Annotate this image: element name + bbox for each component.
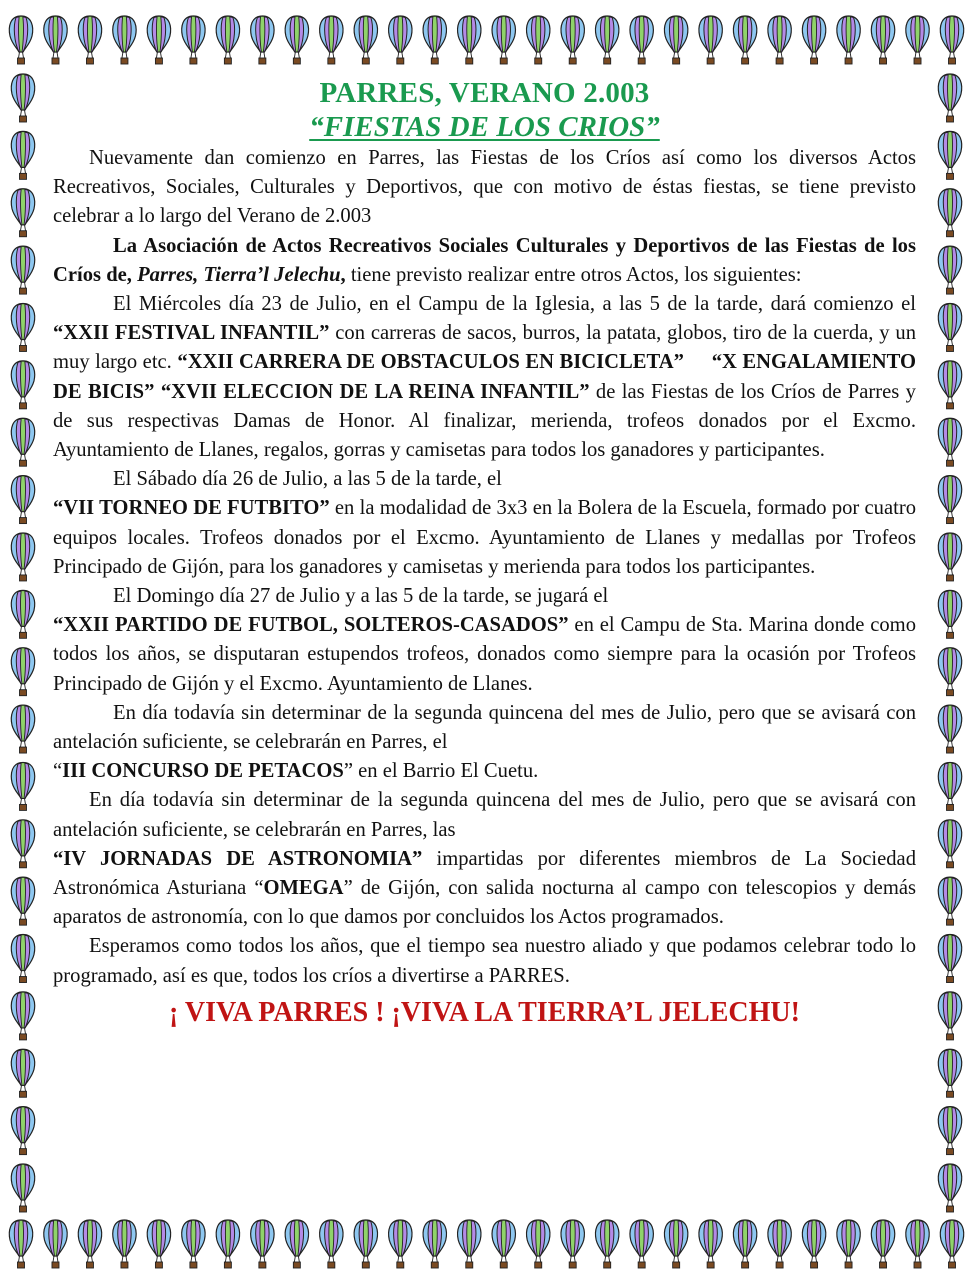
event-jornadas-astronomia: “IV JORNADAS DE ASTRONOMIA” [53, 847, 423, 870]
hot-air-balloon-icon [423, 16, 446, 64]
hot-air-balloon-icon [354, 1220, 377, 1268]
hot-air-balloon-icon [78, 1220, 101, 1268]
paragraph-association: La Asociación de Actos Recreativos Sociales Culturales y Deportivos de las Fiestas de los Críos de, Parres, Tierra’l Jelechu, tiene previsto realizar entre otros Actos, los siguientes: [53, 234, 916, 286]
hot-air-balloon-icon [906, 1220, 929, 1268]
hot-air-balloon-icon [938, 877, 961, 925]
event-concurso-petacos: III CONCURSO DE PETACOS [62, 760, 344, 783]
paragraph-saturday: El Sábado día 26 de Julio, a las 5 de la tarde, el [113, 468, 502, 491]
hot-air-balloon-icon [938, 648, 961, 696]
hot-air-balloon-icon [733, 1220, 756, 1268]
hot-air-balloon-icon [11, 131, 34, 179]
paragraph-petacos: “III CONCURSO DE PETACOS” en el Barrio El Cuetu. [53, 760, 539, 783]
hot-air-balloon-icon [938, 533, 961, 581]
hot-air-balloon-icon [216, 1220, 239, 1268]
hot-air-balloon-icon [492, 1220, 515, 1268]
paragraph-astronomia: “IV JORNADAS DE ASTRONOMIA” impartidas por diferentes miembros de La Sociedad Astronómica Asturiana “OMEGA” de Gijón, con salida nocturna al campo con telescopios y demás aparatos de astronomía, con lo que damos por concluidos los Actos programados. [53, 847, 916, 929]
hot-air-balloon-icon [938, 1164, 961, 1212]
hot-air-balloon-icon [11, 74, 34, 122]
hot-air-balloon-icon [938, 1107, 961, 1155]
hot-air-balloon-icon [938, 361, 961, 409]
paragraph-astronomia-intro: En día todavía sin determinar de la segunda quincena del mes de Julio, pero que se avisará con antelación suficiente, se celebrarán en Parres, las [53, 789, 916, 841]
hot-air-balloon-icon [699, 16, 722, 64]
hot-air-balloon-icon [938, 762, 961, 810]
hot-air-balloon-icon [11, 1107, 34, 1155]
hot-air-balloon-icon [906, 16, 929, 64]
hot-air-balloon-icon [147, 16, 170, 64]
paragraph-intro: Nuevamente dan comienzo en Parres, las Fiestas de los Críos así como los diversos Actos Recreativos, Sociales, Culturales y Deportivos, que con motivo de éstas fiestas, se tiene previsto celebrar a lo largo del Verano de 2.003 [53, 147, 916, 228]
hot-air-balloon-icon [938, 418, 961, 466]
hot-air-balloon-icon [9, 1220, 32, 1268]
hot-air-balloon-icon [11, 590, 34, 638]
place-name: Parres, Tierra’l Jelechu [137, 263, 341, 286]
event-engalamiento-bicis: “X ENGALAMIENTO DE BICIS” [53, 351, 916, 403]
hot-air-balloon-icon [768, 1220, 791, 1268]
hot-air-balloon-icon [458, 16, 481, 64]
hot-air-balloon-icon [320, 16, 343, 64]
hot-air-balloon-icon [561, 1220, 584, 1268]
paragraph-sunday: El Domingo día 27 de Julio y a las 5 de la tarde, se jugará el [113, 585, 609, 608]
hot-air-balloon-icon [630, 16, 653, 64]
document-subtitle: “FIESTAS DE LOS CRIOS” [309, 111, 660, 143]
hot-air-balloon-icon [251, 16, 274, 64]
hot-air-balloon-icon [733, 16, 756, 64]
hot-air-balloon-icon [251, 1220, 274, 1268]
hot-air-balloon-icon [354, 16, 377, 64]
hot-air-balloon-icon [11, 705, 34, 753]
hot-air-balloon-icon [44, 1220, 67, 1268]
hot-air-balloon-icon [492, 16, 515, 64]
hot-air-balloon-icon [938, 74, 961, 122]
hot-air-balloon-icon [182, 1220, 205, 1268]
hot-air-balloon-icon [11, 648, 34, 696]
hot-air-balloon-icon [11, 476, 34, 524]
hot-air-balloon-icon [837, 16, 860, 64]
hot-air-balloon-icon [285, 16, 308, 64]
hot-air-balloon-icon [871, 16, 894, 64]
hot-air-balloon-icon [802, 16, 825, 64]
hot-air-balloon-icon [940, 16, 963, 64]
hot-air-balloon-icon [389, 1220, 412, 1268]
hot-air-balloon-icon [9, 16, 32, 64]
hot-air-balloon-icon [527, 16, 550, 64]
hot-air-balloon-icon [78, 16, 101, 64]
paragraph-closing-text: Esperamos como todos los años, que el tiempo sea nuestro aliado y que podamos celebrar todo lo programado, así es que, todos los críos a divertirse a PARRES. [53, 935, 916, 987]
hot-air-balloon-icon [938, 303, 961, 351]
hot-air-balloon-icon [11, 820, 34, 868]
event-torneo-futbito: “VII TORNEO DE FUTBITO” [53, 497, 330, 520]
hot-air-balloon-icon [11, 935, 34, 983]
hot-air-balloon-icon [11, 533, 34, 581]
hot-air-balloon-icon [940, 1220, 963, 1268]
hot-air-balloon-icon [113, 16, 136, 64]
hot-air-balloon-icon [11, 303, 34, 351]
hot-air-balloon-icon [285, 1220, 308, 1268]
hot-air-balloon-icon [595, 1220, 618, 1268]
association-name: La Asociación de Actos Recreativos Sociales Culturales y Deportivos de las Fiestas de los Críos de, [53, 234, 916, 286]
hot-air-balloon-icon [938, 131, 961, 179]
hot-air-balloon-icon [938, 705, 961, 753]
hot-air-balloon-icon [11, 246, 34, 294]
paragraph-futbito: “VII TORNEO DE FUTBITO” en la modalidad de 3x3 en la Bolera de la Escuela, formado por cuatro equipos locales. Trofeos donados por el Excmo. Ayuntamiento de Llanes y medallas por Trofeos Principado de Gijón, para los ganadores y camisetas y merienda para todos los participantes. [53, 497, 916, 578]
hot-air-balloon-icon [11, 418, 34, 466]
hot-air-balloon-icon [595, 16, 618, 64]
hot-air-balloon-icon [837, 1220, 860, 1268]
closing-slogan: ¡ VIVA PARRES ! ¡VIVA LA TIERRA’L JELECHU! [169, 996, 800, 1028]
hot-air-balloon-icon [216, 16, 239, 64]
hot-air-balloon-icon [11, 1164, 34, 1212]
hot-air-balloon-icon [11, 992, 34, 1040]
hot-air-balloon-icon [938, 1049, 961, 1097]
document-body [53, 76, 916, 1031]
hot-air-balloon-icon [458, 1220, 481, 1268]
hot-air-balloon-icon [938, 820, 961, 868]
paragraph-futbol: “XXII PARTIDO DE FUTBOL, SOLTEROS-CASADOS” en el Campu de Sta. Marina donde como todos los años, se disputaran estupendos trofeos, donados como siempre para la ocasión por Trofeos Principado de Gijón y el Excmo. Ayuntamiento de Llanes. [53, 614, 916, 695]
hot-air-balloon-icon [938, 992, 961, 1040]
hot-air-balloon-icon [938, 189, 961, 237]
hot-air-balloon-icon [938, 935, 961, 983]
hot-air-balloon-icon [664, 1220, 687, 1268]
hot-air-balloon-icon [699, 1220, 722, 1268]
hot-air-balloon-icon [938, 590, 961, 638]
hot-air-balloon-icon [871, 1220, 894, 1268]
event-festival-infantil: “XXII FESTIVAL INFANTIL” [53, 322, 330, 345]
hot-air-balloon-icon [44, 16, 67, 64]
hot-air-balloon-icon [113, 1220, 136, 1268]
hot-air-balloon-icon [11, 361, 34, 409]
event-eleccion-reina: “XVII ELECCION DE LA REINA INFANTIL” [160, 380, 590, 403]
hot-air-balloon-icon [147, 1220, 170, 1268]
hot-air-balloon-icon [664, 16, 687, 64]
hot-air-balloon-icon [11, 877, 34, 925]
hot-air-balloon-icon [182, 16, 205, 64]
hot-air-balloon-icon [11, 762, 34, 810]
hot-air-balloon-icon [320, 1220, 343, 1268]
hot-air-balloon-icon [630, 1220, 653, 1268]
hot-air-balloon-icon [11, 1049, 34, 1097]
omega-name: OMEGA [263, 877, 344, 900]
paragraph-wednesday: El Miércoles día 23 de Julio, en el Campu de la Iglesia, a las 5 de la tarde, dará comienzo el “XXII FESTIVAL INFANTIL” con carreras de sacos, burros, la patata, globos, tiro de la cuerda, y un muy largo etc. “XXII CARRERA DE OBSTACULOS EN BICICLETA” “X ENGALAMIENTO DE BICIS” “XVII ELECCION DE LA REINA INFANTIL” de las Fiestas de los Críos de Parres y de sus respectivas Damas de Honor. Al finalizar, merienda, trofeos donados por el Excmo. Ayuntamiento de Llanes, regalos, gorras y camisetas para todos los ganadores y participantes. [53, 293, 916, 462]
hot-air-balloon-icon [389, 16, 412, 64]
hot-air-balloon-icon [11, 189, 34, 237]
event-carrera-obstaculos: “XXII CARRERA DE OBSTACULOS EN BICICLETA” [177, 351, 684, 374]
document-title: PARRES, VERANO 2.003 [319, 77, 650, 109]
hot-air-balloon-icon [938, 476, 961, 524]
hot-air-balloon-icon [423, 1220, 446, 1268]
paragraph-petacos-intro: En día todavía sin determinar de la segunda quincena del mes de Julio, pero que se avisará con antelación suficiente, se celebrarán en Parres, el [53, 701, 916, 754]
event-partido-futbol: “XXII PARTIDO DE FUTBOL, SOLTEROS-CASADOS” [53, 614, 569, 637]
hot-air-balloon-icon [768, 16, 791, 64]
hot-air-balloon-icon [802, 1220, 825, 1268]
hot-air-balloon-icon [527, 1220, 550, 1268]
hot-air-balloon-icon [938, 246, 961, 294]
hot-air-balloon-icon [561, 16, 584, 64]
